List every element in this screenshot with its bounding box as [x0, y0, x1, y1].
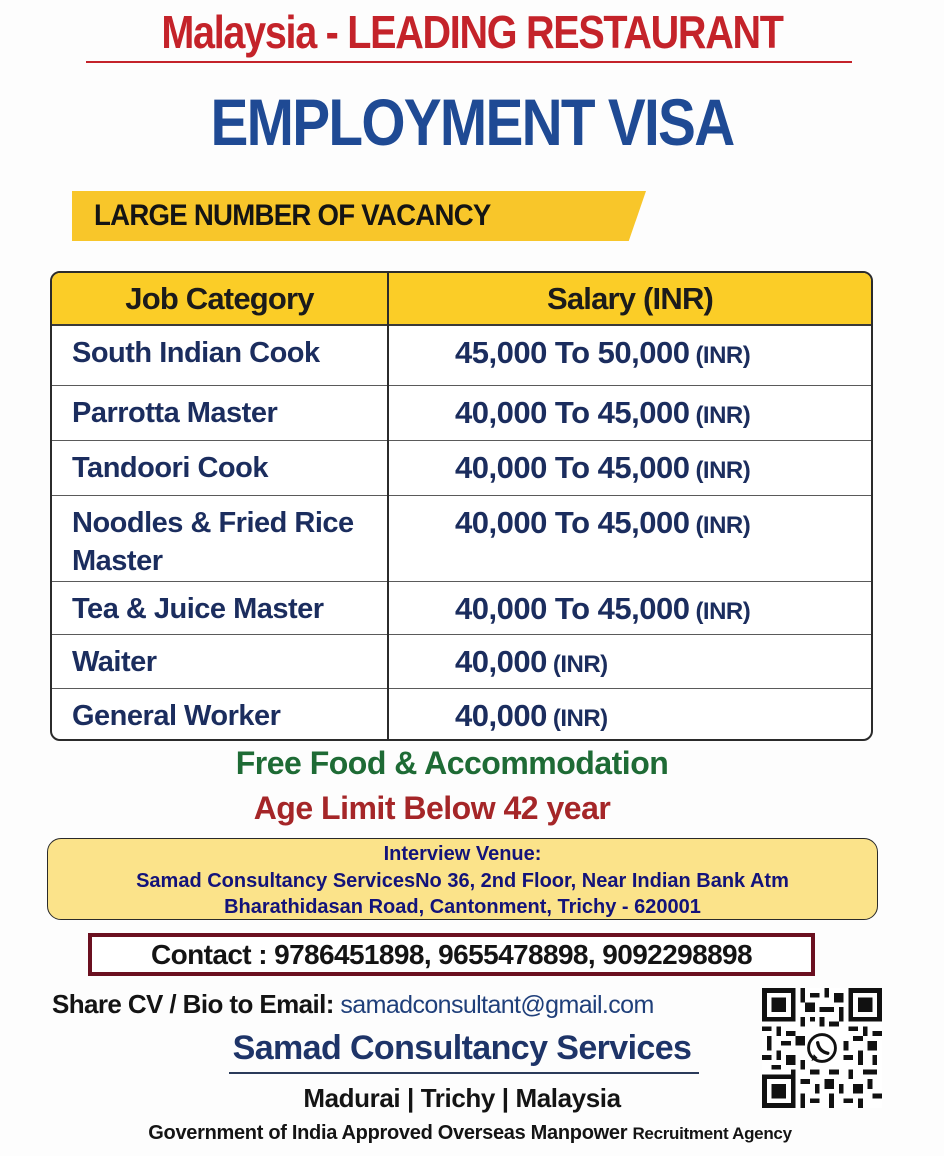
table-header — [52, 273, 871, 326]
interview-venue-address-line1: Samad Consultancy ServicesNo 36, 2nd Floor, Near Indian Bank Atm — [136, 870, 789, 892]
salary-value: 40,000 To 45,000 — [455, 591, 690, 626]
headline-employment-visa: EMPLOYMENT VISA — [210, 85, 734, 159]
tagline-main: Government of India Approved Overseas Manpower — [148, 1122, 633, 1144]
job-category-cell: Waiter — [72, 646, 157, 678]
salary-unit: (INR) — [695, 598, 751, 625]
job-category-cell: Parrotta Master — [72, 397, 278, 429]
job-category-cell: General Worker — [72, 700, 281, 732]
salary-value: 40,000 To 45,000 — [455, 450, 690, 485]
salary-unit: (INR) — [695, 512, 751, 539]
age-limit-text: Age Limit Below 42 year — [253, 790, 611, 826]
job-category-cell: South Indian Cook — [72, 337, 320, 369]
whatsapp-qr-code-icon[interactable] — [762, 988, 882, 1108]
contact-box — [88, 933, 815, 976]
salary-unit: (INR) — [552, 651, 608, 678]
salary-cell — [455, 590, 750, 631]
interview-venue-label: Interview Venue: — [383, 843, 542, 865]
salary-cell — [455, 504, 750, 545]
salary-value: 40,000 To 45,000 — [455, 505, 690, 540]
job-category-cell: Noodles & Fried Rice Master — [72, 507, 354, 577]
company-locations: Madurai | Trichy | Malaysia — [303, 1083, 621, 1113]
column-divider — [387, 273, 389, 739]
salary-value: 40,000 — [455, 698, 547, 733]
headline-malaysia-leading-restaurant: Malaysia - LEADING RESTAURANT — [161, 6, 783, 58]
email-link[interactable]: samadconsultant@gmail.com — [340, 991, 654, 1019]
table-row — [52, 386, 871, 441]
company-name: Samad Consultancy Services — [232, 1029, 692, 1067]
company-underline — [229, 1072, 699, 1074]
tagline-small: Recruitment Agency — [632, 1124, 792, 1143]
government-approval-tagline — [40, 1118, 900, 1149]
salary-value: 40,000 — [455, 644, 547, 679]
salary-value: 45,000 To 50,000 — [455, 335, 690, 370]
table-row — [52, 326, 871, 386]
interview-venue-address-line2: Bharathidasan Road, Cantonment, Trichy - 620001 — [224, 896, 701, 918]
email-label: Share CV / Bio to Email: — [52, 989, 341, 1019]
salary-unit: (INR) — [695, 457, 751, 484]
salary-unit: (INR) — [552, 705, 608, 732]
interview-venue-box — [47, 838, 878, 920]
table-row — [52, 635, 871, 689]
headline-underline — [86, 61, 852, 63]
table-row — [52, 689, 871, 741]
salary-unit: (INR) — [695, 402, 751, 429]
table-row — [52, 441, 871, 496]
free-food-accommodation-text: Free Food & Accommodation — [235, 745, 669, 781]
salary-cell — [455, 697, 608, 738]
contact-phone-numbers[interactable]: Contact : 9786451898, 9655478898, 9092298898 — [151, 939, 752, 970]
column-header-salary: Salary (INR) — [546, 281, 714, 316]
salary-cell — [455, 449, 750, 490]
salary-value: 40,000 To 45,000 — [455, 395, 690, 430]
table-row — [52, 582, 871, 635]
salary-cell — [455, 394, 750, 435]
job-category-cell: Tandoori Cook — [72, 452, 268, 484]
job-salary-table — [50, 271, 873, 741]
email-line — [52, 984, 654, 1024]
vacancy-banner-text: LARGE NUMBER OF VACANCY — [94, 199, 491, 232]
table-row — [52, 496, 871, 582]
column-header-job-category: Job Category — [125, 281, 314, 316]
salary-cell — [455, 334, 750, 375]
salary-cell — [455, 643, 608, 684]
job-category-cell: Tea & Juice Master — [72, 593, 324, 625]
qr-code-graphic — [762, 988, 882, 1108]
salary-unit: (INR) — [695, 342, 751, 369]
